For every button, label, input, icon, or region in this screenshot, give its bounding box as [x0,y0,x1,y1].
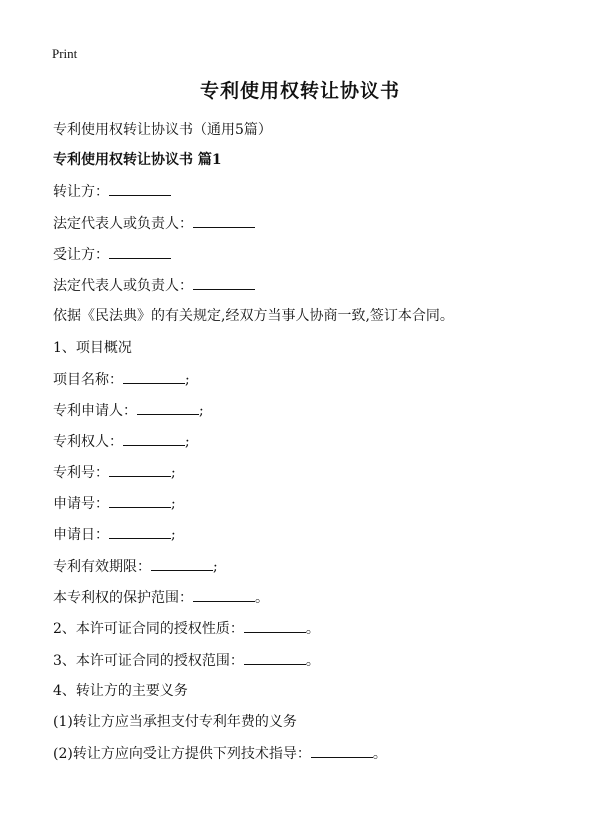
print-link[interactable]: Print [52,46,78,61]
semicolon: ; [171,496,176,512]
patent-no-blank [109,462,171,477]
patentee-label: 专利权人： [53,434,123,450]
application-no-label: 申请号： [53,496,109,512]
period: 。 [305,653,320,669]
scope-label: 本专利权的保护范围： [53,590,193,606]
validity-line [53,556,218,577]
item4-heading: 4、转让方的主要义务 [53,683,188,699]
patent-no-line [53,462,176,483]
duty1-text: (1)转让方应当承担支付专利年费的义务 [53,714,297,730]
item3-label: 3、本许可证合同的授权范围： [53,653,244,669]
application-date-label: 申请日： [53,527,109,543]
transferor-line [53,181,171,202]
duty2-blank [311,743,373,758]
item2-line [53,618,320,639]
application-date-blank [109,524,171,539]
applicant-line [53,400,204,421]
transferee-rep-blank [193,275,255,290]
subtitle: 专利使用权转让协议书（通用5篇） [53,122,272,138]
transferee-rep-line [53,275,255,296]
transferor-rep-label: 法定代表人或负责人： [53,216,193,232]
duty2-label: (2)转让方应向受让方提供下列技术指导： [53,746,311,762]
transferee-line [53,244,171,265]
semicolon: ; [185,372,190,388]
patent-no-label: 专利号： [53,465,109,481]
patentee-blank [123,431,185,446]
application-no-blank [109,493,171,508]
semicolon: ; [199,403,204,419]
applicant-blank [137,400,199,415]
semicolon: ; [171,527,176,543]
duty2-line [53,743,387,764]
transferor-rep-line [53,213,255,234]
semicolon: ; [213,559,218,575]
item3-line [53,650,320,671]
period: 。 [255,590,269,606]
application-date-line [53,524,176,545]
section-heading: 专利使用权转让协议书 篇1 [53,152,222,168]
scope-blank [193,587,255,602]
semicolon: ; [171,465,176,481]
item2-blank [244,618,306,633]
item1-heading: 1、项目概况 [53,340,132,356]
transferor-blank [109,181,171,196]
transferee-label: 受让方： [53,247,109,263]
validity-label: 专利有效期限： [53,559,151,575]
item2-label: 2、本许可证合同的授权性质： [53,621,244,637]
project-name-label: 项目名称： [53,372,123,388]
project-name-line [53,369,190,390]
validity-blank [151,556,213,571]
transferee-blank [109,244,171,259]
transferee-rep-label: 法定代表人或负责人： [53,278,193,294]
scope-line [53,587,269,608]
project-name-blank [123,369,185,384]
transferor-rep-blank [193,213,255,228]
applicant-label: 专利申请人： [53,403,137,419]
transferor-label: 转让方： [53,184,109,200]
period: 。 [372,746,387,762]
document-title: 专利使用权转让协议书 [199,80,400,102]
period: 。 [305,621,320,637]
semicolon: ; [185,434,190,450]
application-no-line [53,493,176,514]
patentee-line [53,431,190,452]
basis-text: 依据《民法典》的有关规定,经双方当事人协商一致,签订本合同。 [53,308,454,324]
item3-blank [244,650,306,665]
